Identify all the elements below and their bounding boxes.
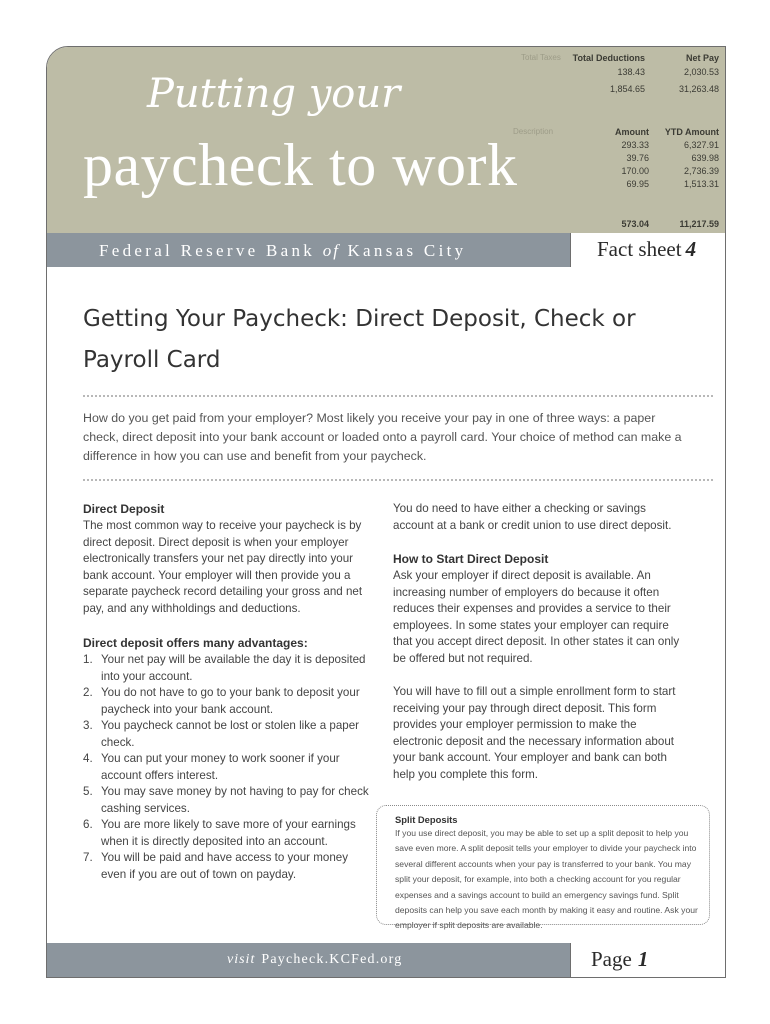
org-name-part: Federal Reserve Bank (99, 241, 316, 260)
how-to-start-paragraph: Ask your employer if direct deposit is available. An increasing number of employers do because it often reduces their expenses and provides a service to their employees. In some states your employer can require that you accept direct deposit. In other states it can only be offered but not required. (393, 569, 680, 665)
statement-total: 11,217.59 (679, 219, 719, 229)
dotted-divider (83, 479, 713, 481)
list-text: Your net pay will be available the day it is deposited into your account. (101, 653, 366, 683)
page-number-box (570, 943, 726, 977)
fact-sheet-text (597, 237, 696, 262)
page-number-text (591, 947, 648, 972)
list-item (83, 784, 373, 817)
statement-cell: 138.43 (617, 67, 645, 77)
list-item (83, 685, 373, 718)
fact-sheet-number: 4 (685, 237, 697, 261)
advantages-list (83, 652, 373, 883)
statement-cell: 170.00 (621, 166, 649, 176)
list-text: You can put your money to work sooner if your account offers interest. (101, 752, 340, 782)
pay-statement-graphic (501, 47, 725, 233)
statement-cell: 31,263.48 (678, 84, 719, 94)
statement-cell: 39.76 (626, 153, 649, 163)
statement-cell: 2,030.53 (683, 67, 719, 77)
statement-cell: 69.95 (626, 179, 649, 189)
list-item (83, 751, 373, 784)
how-to-start-heading: How to Start Direct Deposit (393, 552, 549, 566)
fact-sheet-word: Fact sheet (597, 237, 682, 261)
list-text: You paycheck cannot be lost or stolen like a paper check. (101, 719, 360, 749)
right-column (393, 501, 683, 783)
statement-header-amount: Amount (615, 127, 649, 137)
banner-title-line1: Putting your (147, 71, 401, 117)
direct-deposit-heading: Direct Deposit (83, 502, 165, 516)
list-number: 6. (83, 818, 93, 831)
list-text: You will be paid and have access to your money even if you are out of town on payday. (101, 851, 349, 881)
list-number: 4. (83, 752, 93, 765)
statement-ghost-header: Description (513, 127, 554, 136)
statement-cell: 293.33 (621, 140, 649, 150)
list-text: You are more likely to save more of your earnings when it is directly deposited into an account. (101, 818, 356, 848)
list-item (83, 817, 373, 850)
org-name-of: of (322, 241, 340, 260)
fact-sheet-label (570, 233, 726, 267)
list-text: You may save money by not having to pay for check cashing services. (101, 785, 369, 815)
banner (47, 47, 725, 233)
account-requirement-paragraph: You do need to have either a checking or savings account at a bank or credit union to use direct deposit. (393, 502, 672, 532)
website-link[interactable]: Paycheck.KCFed.org (261, 952, 403, 967)
list-item (83, 718, 373, 751)
statement-cell: 2,736.39 (683, 166, 719, 176)
statement-cell: 6,327.91 (683, 140, 719, 150)
statement-header-ytd: YTD Amount (664, 127, 719, 137)
left-column (83, 501, 373, 883)
statement-total: 573.04 (621, 219, 649, 229)
statement-ghost-header: Total Taxes (521, 53, 561, 62)
page-title: Getting Your Paycheck: Direct Deposit, Check or Payroll Card (83, 306, 636, 373)
page-word: Page (591, 947, 632, 971)
intro-paragraph: How do you get paid from your employer? Most likely you receive your pay in one of three ways: a paper check, direct deposit into your bank account or loaded onto a payroll card. Your choice of method can make a difference in how you can use and benefit from your paycheck. (83, 411, 682, 463)
list-number: 2. (83, 686, 93, 699)
list-number: 5. (83, 785, 93, 798)
fact-sheet-page (46, 46, 726, 978)
list-number: 3. (83, 719, 93, 732)
statement-cell: 1,854.65 (609, 84, 645, 94)
list-number: 7. (83, 851, 93, 864)
list-number: 1. (83, 653, 93, 666)
banner-title-line2: paycheck to work (83, 132, 518, 198)
page-number: 1 (637, 947, 649, 971)
enrollment-paragraph: You will have to fill out a simple enrollment form to start receiving your pay through direct deposit. This form provides your employer permission to make the electronic deposit and the necessary information about your bank account. Your employer and bank can both help you complete this form. (393, 685, 676, 781)
list-item (83, 850, 373, 883)
footer-visit-word: visit (227, 952, 256, 967)
split-deposits-box (376, 805, 710, 931)
direct-deposit-paragraph: The most common way to receive your paycheck is by direct deposit. Direct deposit is when your employer electronically transfers your net pay directly into your bank account. Your employer will then provide you a separate paycheck record detailing your gross and net pay, and any withholdings and deductions. (83, 519, 363, 615)
list-item (83, 652, 373, 685)
statement-cell: 639.98 (691, 153, 719, 163)
statement-header-netpay: Net Pay (685, 53, 719, 63)
statement-cell: 1,513.31 (683, 179, 719, 189)
list-text: You do not have to go to your bank to deposit your paycheck into your bank account. (101, 686, 360, 716)
advantages-heading: Direct deposit offers many advantages: (83, 636, 308, 650)
dotted-divider (83, 395, 713, 397)
split-deposits-heading: Split Deposits (395, 814, 458, 825)
org-name-part: Kansas City (347, 241, 467, 260)
organization-name (99, 241, 466, 261)
statement-header-deductions: Total Deductions (572, 53, 645, 63)
split-deposits-text: If you use direct deposit, you may be able to set up a split deposit to help you save even more. A split deposit tells your employer to divide your paycheck into several different accounts when your pay is transferred to your bank. You may split your deposit, for example, into both a checking account for you regular expenses and a savings account to build an emergency savings fund. Split deposits can help you save each month by making it easy and routine. Ask your employer if split deposits are available. (395, 828, 698, 931)
footer-website (227, 952, 402, 968)
